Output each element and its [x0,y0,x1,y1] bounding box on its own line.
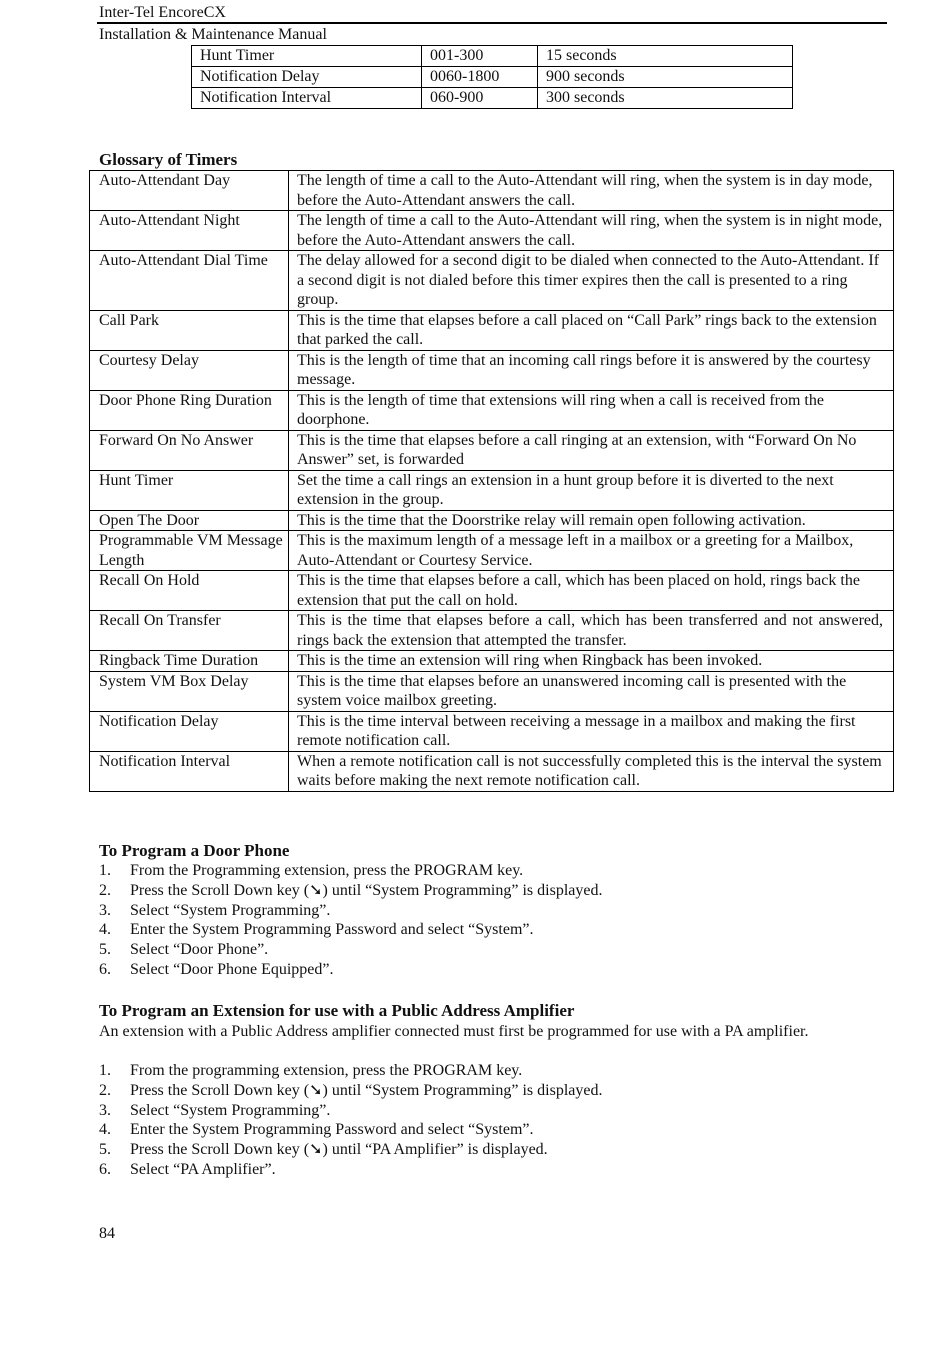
glossary-term: Programmable VM Message Length [90,531,289,571]
timer-default: 15 seconds [538,46,793,67]
glossary-definition: This is the time that elapses before a call ringing at an extension, with “Forward On No Answer” set, is forwarded [289,430,894,470]
timer-name: Notification Interval [192,88,422,109]
table-row [90,251,894,311]
table-row [90,611,894,651]
step-text: Select “Door Phone Equipped”. [130,960,334,978]
step-number: 4. [99,921,111,939]
glossary-term: Open The Door [90,510,289,531]
glossary-definition: This is the time that the Doorstrike relay will remain open following activation. [289,510,894,531]
glossary-definition: This is the length of time that an incoming call rings before it is answered by the courtesy message. [289,350,894,390]
step-text: Select “System Programming”. [130,901,331,919]
glossary-definition: The delay allowed for a second digit to be dialed when connected to the Auto-Attendant. If a second digit is not dialed before this timer expires then the call is presented to a ring group. [289,251,894,311]
glossary-term: Courtesy Delay [90,350,289,390]
step-text: Press the Scroll Down key (➘) until “System Programming” is displayed. [130,1081,603,1099]
table-row [90,531,894,571]
table-row [90,171,894,211]
pa-amplifier-title: To Program an Extension for use with a Public Address Amplifier [99,1001,575,1020]
glossary-term: Recall On Transfer [90,611,289,651]
step-number: 3. [99,901,111,919]
header-title: Inter-Tel EncoreCX [99,4,226,21]
table-row [90,571,894,611]
step-text: Select “PA Amplifier”. [130,1160,276,1178]
header-subtitle: Installation & Maintenance Manual [99,26,327,43]
step-text: From the Programming extension, press the PROGRAM key. [130,862,524,879]
list-item [99,920,602,940]
step-number: 5. [99,941,111,959]
glossary-definition: When a remote notification call is not successfully completed this is the interval the system waits before making the next remote notification call. [289,751,894,791]
table-row [90,430,894,470]
table-row [192,46,793,67]
step-number: 1. [99,1062,111,1079]
table-row [192,67,793,88]
glossary-definition: This is the time that elapses before a call, which has been transferred and not answered, rings back the extension that attempted the transfer. [289,611,894,651]
glossary-definition: This is the length of time that extensions will ring when a call is received from the doorphone. [289,390,894,430]
list-item [99,1061,602,1081]
page-number: 84 [99,1225,115,1242]
step-number: 3. [99,1101,111,1119]
step-text: Enter the System Programming Password and select “System”. [130,1121,534,1139]
glossary-definition: This is the maximum length of a message left in a mailbox or a greeting for a Mailbox, Auto-Attendant or Courtesy Service. [289,531,894,571]
glossary-definition: This is the time interval between receiving a message in a mailbox and making the first remote notification call. [289,711,894,751]
step-number: 2. [99,1081,111,1099]
timer-name: Hunt Timer [192,46,422,67]
timer-default: 300 seconds [538,88,793,109]
list-item [99,881,602,901]
glossary-term: Auto-Attendant Dial Time [90,251,289,311]
glossary-term: Recall On Hold [90,571,289,611]
table-row [90,751,894,791]
table-row [90,671,894,711]
glossary-term: Hunt Timer [90,470,289,510]
step-number: 1. [99,862,111,879]
step-text: Select “System Programming”. [130,1101,331,1119]
glossary-term: Door Phone Ring Duration [90,390,289,430]
glossary-table [89,170,894,792]
glossary-definition: This is the time that elapses before a call, which has been placed on hold, rings back the extension that put the call on hold. [289,571,894,611]
table-row [90,350,894,390]
glossary-term: Auto-Attendant Day [90,171,289,211]
pa-amplifier-intro: An extension with a Public Address amplifier connected must first be programmed for use with a PA amplifier. [99,1023,809,1040]
glossary-definition: This is the time that elapses before an unanswered incoming call is presented with the system voice mailbox greeting. [289,671,894,711]
glossary-term: Notification Delay [90,711,289,751]
step-text: Enter the System Programming Password and select “System”. [130,921,534,939]
table-row [90,510,894,531]
step-number: 6. [99,1160,111,1178]
list-item [99,960,602,980]
step-text: From the programming extension, press the PROGRAM key. [130,1062,523,1079]
glossary-term: Notification Interval [90,751,289,791]
table-row [90,310,894,350]
table-row [90,651,894,672]
table-row [192,88,793,109]
timer-name: Notification Delay [192,67,422,88]
door-phone-steps [99,861,602,980]
timer-range: 0060-1800 [422,67,538,88]
header-rule [97,22,887,24]
step-text: Press the Scroll Down key (➘) until “System Programming” is displayed. [130,881,603,899]
step-number: 6. [99,960,111,978]
glossary-title: Glossary of Timers [99,150,238,169]
glossary-definition: Set the time a call rings an extension in a hunt group before it is diverted to the next extension in the group. [289,470,894,510]
glossary-term: Call Park [90,310,289,350]
step-number: 5. [99,1141,111,1159]
step-number: 2. [99,881,111,899]
table-row [90,711,894,751]
table-row [90,470,894,510]
step-text: Press the Scroll Down key (➘) until “PA Amplifier” is displayed. [130,1141,548,1159]
list-item [99,1081,602,1101]
list-item [99,1101,602,1121]
glossary-definition: The length of time a call to the Auto-Attendant will ring, when the system is in night mode, before the Auto-Attendant answers the call. [289,211,894,251]
timer-range: 001-300 [422,46,538,67]
timer-default: 900 seconds [538,67,793,88]
glossary-definition: This is the time that elapses before a call placed on “Call Park” rings back to the extension that parked the call. [289,310,894,350]
list-item [99,940,602,960]
step-number: 4. [99,1121,111,1139]
table-row [90,211,894,251]
glossary-definition: The length of time a call to the Auto-Attendant will ring, when the system is in day mode, before the Auto-Attendant answers the call. [289,171,894,211]
glossary-term: Forward On No Answer [90,430,289,470]
glossary-term: Ringback Time Duration [90,651,289,672]
list-item [99,861,602,881]
list-item [99,1120,602,1140]
glossary-term: System VM Box Delay [90,671,289,711]
list-item [99,1160,602,1180]
door-phone-title: To Program a Door Phone [99,841,290,860]
step-text: Select “Door Phone”. [130,941,269,959]
timer-range: 060-900 [422,88,538,109]
table-row [90,390,894,430]
timer-table [191,45,793,109]
pa-amplifier-steps [99,1061,602,1180]
list-item [99,901,602,921]
list-item [99,1140,602,1160]
glossary-definition: This is the time an extension will ring when Ringback has been invoked. [289,651,894,672]
glossary-term: Auto-Attendant Night [90,211,289,251]
